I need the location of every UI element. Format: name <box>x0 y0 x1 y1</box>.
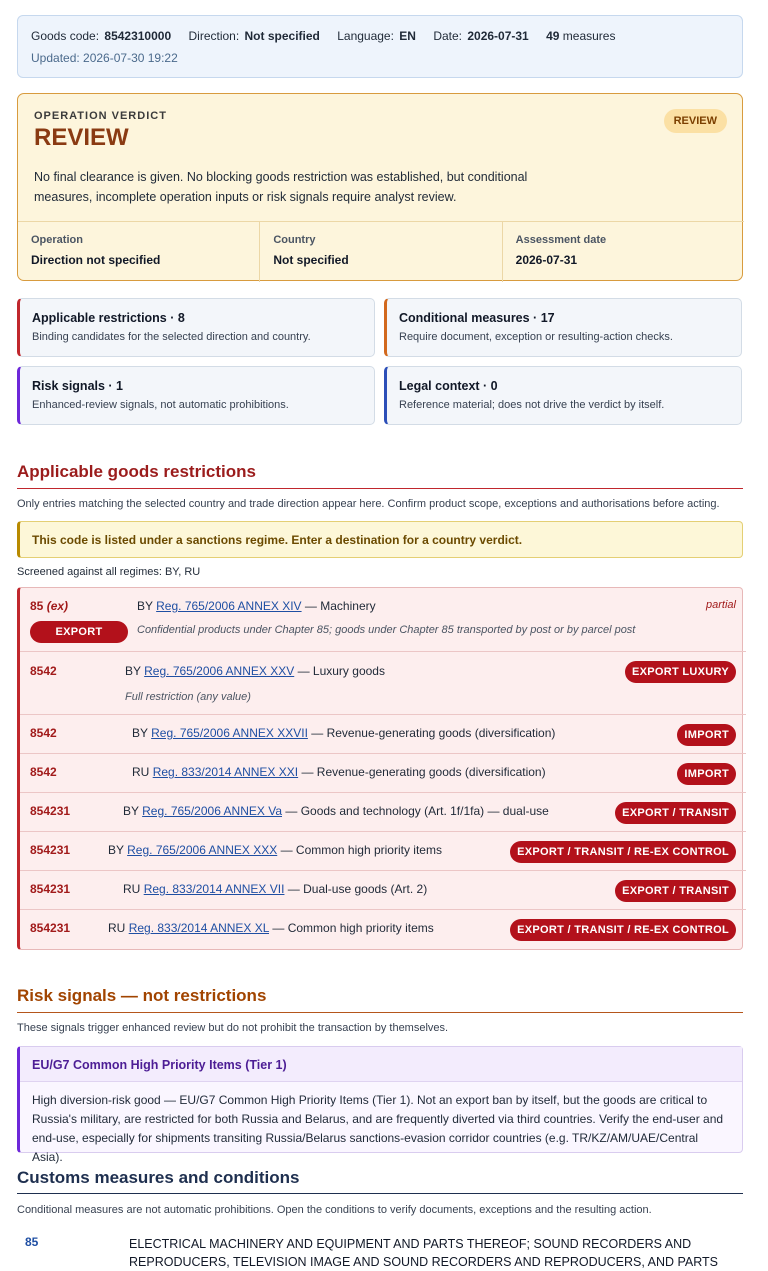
regulation-link[interactable]: Reg. 765/2006 ANNEX XXV <box>144 664 295 678</box>
regime-code: RU <box>132 765 150 779</box>
fact-value: 2026-07-31 <box>515 253 578 267</box>
customs-heading: Customs measures and conditions <box>17 1168 300 1187</box>
card-desc: Binding candidates for the selected direction and country. <box>32 331 311 343</box>
verdict-fact-assessment-date <box>503 222 744 282</box>
restriction-title <box>123 882 427 896</box>
direction-tag: EXPORT LUXURY <box>625 661 736 683</box>
fact-label: Country <box>273 234 316 246</box>
direction-tag: EXPORT / TRANSIT / RE-EX CONTROL <box>510 841 736 863</box>
verdict-fact-country <box>260 222 502 282</box>
restriction-desc: — Common high priority items <box>272 921 434 935</box>
measures-label: measures <box>562 29 616 43</box>
restrictions-subtitle: Only entries matching the selected country and trade direction appear here. Confirm product scope, exceptions and authorisations before acting. <box>17 498 720 510</box>
restriction-row <box>20 652 746 715</box>
direction-value: Not specified <box>244 29 320 43</box>
measure-description: ELECTRICAL MACHINERY AND EQUIPMENT AND PARTS THEREOF; SOUND RECORDERS AND REPRODUCERS, TELEVISION IMAGE AND SOUND RECORDERS AND REPRODUCERS, AND PARTS <box>129 1237 719 1269</box>
date-value: 2026-07-31 <box>467 29 529 43</box>
verdict-explanation: No final clearance is given. No blocking goods restriction was established, but conditional measures, incomplete operation inputs or risk signals require analyst review. <box>34 170 528 204</box>
regulation-link[interactable]: Reg. 765/2006 ANNEX Va <box>142 804 283 818</box>
card-title: Conditional measures · 17 <box>399 311 555 325</box>
goods-meta-bar <box>17 15 743 78</box>
direction-tag: EXPORT / TRANSIT <box>615 802 736 824</box>
regime-code: RU <box>123 882 141 896</box>
regulation-link[interactable]: Reg. 833/2014 ANNEX XL <box>128 921 270 935</box>
sanction-notice: This code is listed under a sanctions regime. Enter a destination for a country verdict. <box>17 521 743 558</box>
restriction-code: 854231 <box>30 882 71 896</box>
fact-value: Direction not specified <box>31 253 161 267</box>
verdict-title: REVIEW <box>34 124 129 151</box>
operation-verdict-panel <box>17 93 743 281</box>
risk-divider <box>17 1012 743 1013</box>
restriction-desc: — Revenue-generating goods (diversification) <box>311 726 556 740</box>
measure-code: 85 <box>25 1235 39 1249</box>
direction-tag: EXPORT / TRANSIT / RE-EX CONTROL <box>510 919 736 941</box>
restriction-code: 854231 <box>30 921 71 935</box>
regulation-link[interactable]: Reg. 833/2014 ANNEX VII <box>143 882 285 896</box>
fact-label: Operation <box>31 234 83 246</box>
restriction-title <box>137 599 376 613</box>
restriction-title <box>132 726 555 740</box>
language-value: EN <box>399 29 416 43</box>
restriction-desc: — Goods and technology (Art. 1f/1fa) — dual-use <box>285 804 549 818</box>
regime-code: BY <box>123 804 139 818</box>
restriction-row <box>20 871 746 910</box>
restriction-title <box>123 804 549 818</box>
restriction-desc: — Revenue-generating goods (diversification) <box>301 765 546 779</box>
regulation-link[interactable]: Reg. 765/2006 ANNEX XIV <box>156 599 302 613</box>
risk-signal-text: High diversion-risk good — EU/G7 Common High Priority Items (Tier 1). Not an export ban by itself, but the goods are critical to Russia's military, are restricted for both Russia and Belarus, and are frequently diverted via third countries. Verify the end-user and end-use, especially for shipments transiting Russia/Belarus sanctions-evasion corridor countries (e.g. TR/KZ/AM/UAE/Central Asia). <box>32 1093 724 1164</box>
risk-heading: Risk signals — not restrictions <box>17 986 267 1005</box>
restriction-code: 8542 <box>30 726 57 740</box>
restriction-title <box>132 765 546 779</box>
restriction-row <box>20 715 746 754</box>
summary-card-conditional[interactable] <box>384 298 742 357</box>
verdict-eyebrow: OPERATION VERDICT <box>34 110 167 122</box>
restriction-code: 85 (ex) <box>30 599 69 613</box>
fact-label: Assessment date <box>515 234 607 246</box>
summary-card-legal[interactable] <box>384 366 742 425</box>
regime-code: BY <box>108 843 124 857</box>
restriction-row <box>20 793 746 832</box>
summary-card-risk[interactable] <box>17 366 375 425</box>
restrictions-list <box>17 587 743 950</box>
screened-regimes: Screened against all regimes: BY, RU <box>17 566 201 578</box>
card-title: Legal context · 0 <box>399 379 498 393</box>
restriction-code: 8542 <box>30 765 57 779</box>
card-desc: Require document, exception or resulting-action checks. <box>399 331 673 343</box>
restriction-row <box>20 832 746 871</box>
customs-divider <box>17 1193 743 1194</box>
direction-tag: IMPORT <box>677 763 736 785</box>
language-label: Language: <box>337 29 394 43</box>
updated-timestamp: Updated: 2026-07-30 19:22 <box>31 51 178 65</box>
goods-code-label: Goods code: <box>31 29 100 43</box>
restriction-title <box>108 921 434 935</box>
meta-line <box>31 28 729 44</box>
regulation-link[interactable]: Reg. 833/2014 ANNEX XXI <box>152 765 299 779</box>
restrictions-divider <box>17 488 743 489</box>
risk-subtitle: These signals trigger enhanced review but do not prohibit the transaction by themselves. <box>17 1022 449 1034</box>
card-desc: Enhanced-review signals, not automatic prohibitions. <box>32 399 289 411</box>
date-label: Date: <box>433 29 462 43</box>
restriction-note: Confidential products under Chapter 85; goods under Chapter 85 transported by post or by parcel post <box>137 624 636 636</box>
card-title: Applicable restrictions · 8 <box>32 311 185 325</box>
card-title: Risk signals · 1 <box>32 379 124 393</box>
restriction-code: 8542 <box>30 664 57 678</box>
verdict-fact-operation <box>18 222 260 282</box>
restriction-title <box>125 664 385 678</box>
customs-subtitle: Conditional measures are not automatic prohibitions. Open the conditions to verify documents, exceptions and the resulting action. <box>17 1204 652 1216</box>
restriction-desc: — Dual-use goods (Art. 2) <box>287 882 428 896</box>
direction-tag: IMPORT <box>677 724 736 746</box>
verdict-status-badge: REVIEW <box>664 109 727 133</box>
goods-code-value: 8542310000 <box>104 29 172 43</box>
summary-card-restrictions[interactable] <box>17 298 375 357</box>
measures-count: 49 <box>546 29 560 43</box>
risk-signal-card <box>17 1046 743 1164</box>
regulation-link[interactable]: Reg. 765/2006 ANNEX XXX <box>127 843 278 857</box>
regime-code: BY <box>132 726 148 740</box>
verdict-facts <box>18 221 744 282</box>
restriction-title <box>108 843 442 857</box>
direction-tag: EXPORT <box>30 621 128 643</box>
regime-code: RU <box>108 921 126 935</box>
restriction-row <box>20 910 746 950</box>
restriction-desc: — Luxury goods <box>297 664 385 678</box>
regulation-link[interactable]: Reg. 765/2006 ANNEX XXVII <box>151 726 308 740</box>
restriction-row <box>20 588 746 652</box>
restriction-row <box>20 754 746 793</box>
restriction-desc: — Common high priority items <box>280 843 442 857</box>
partial-label: partial <box>706 599 736 611</box>
restriction-note: Full restriction (any value) <box>125 691 251 703</box>
card-desc: Reference material; does not drive the verdict by itself. <box>399 399 665 411</box>
restrictions-heading: Applicable goods restrictions <box>17 462 256 481</box>
direction-tag: EXPORT / TRANSIT <box>615 880 736 902</box>
direction-label: Direction: <box>188 29 240 43</box>
regime-code: BY <box>125 664 141 678</box>
restriction-desc: — Machinery <box>304 599 376 613</box>
restriction-code: 854231 <box>30 843 71 857</box>
regime-code: BY <box>137 599 153 613</box>
fact-value: Not specified <box>273 253 349 267</box>
restriction-code: 854231 <box>30 804 71 818</box>
risk-signal-title: EU/G7 Common High Priority Items (Tier 1) <box>20 1047 742 1082</box>
